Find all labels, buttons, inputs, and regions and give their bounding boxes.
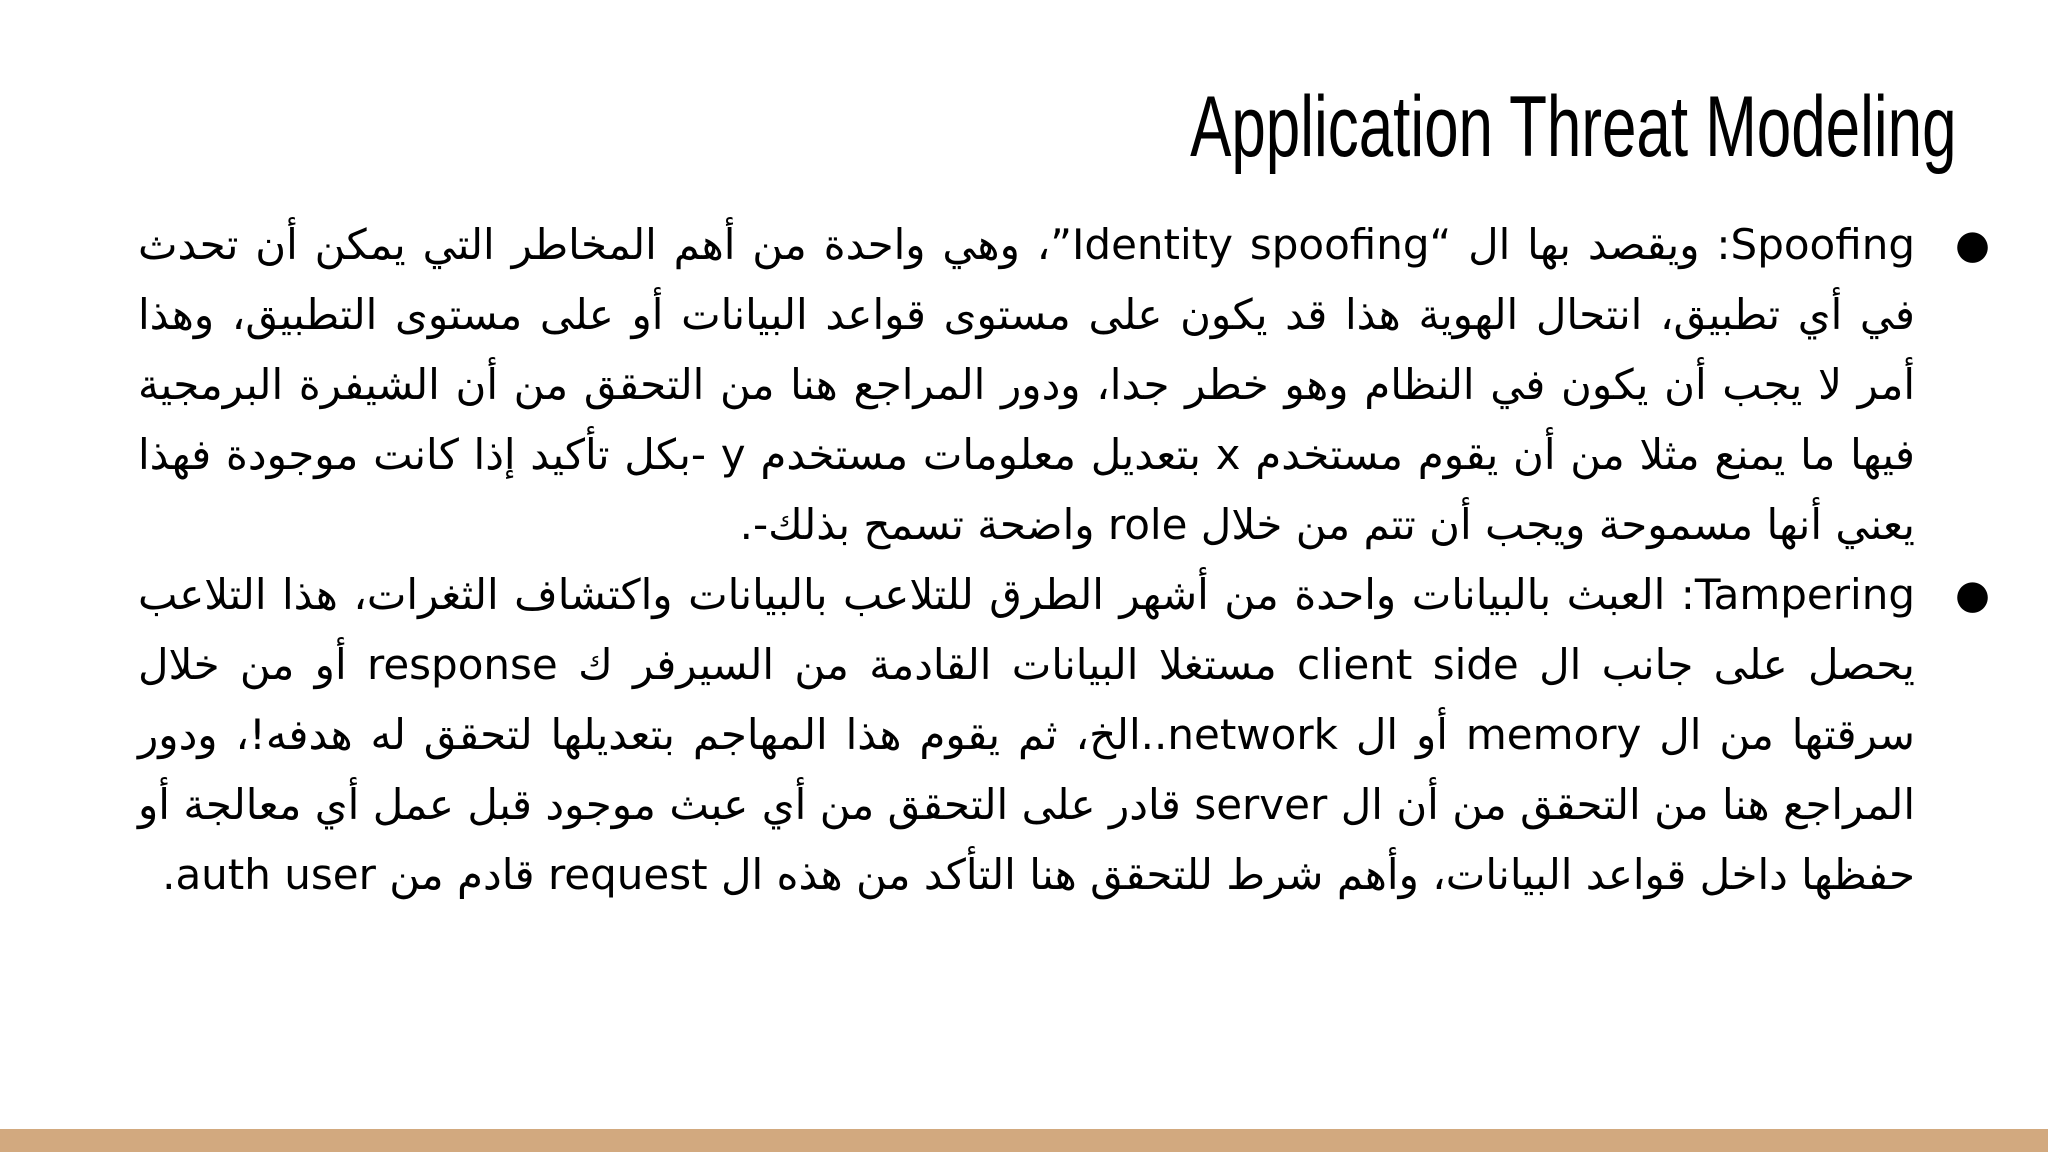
- bullet-dot-icon: ●: [1955, 572, 1990, 618]
- footer-accent-bar: [0, 1129, 2048, 1152]
- slide-title: Application Threat Modeling: [1190, 79, 1957, 175]
- bullet-list: [138, 210, 1990, 910]
- bullet-item-tampering: [138, 560, 1990, 910]
- bullet-item-spoofing: [138, 210, 1990, 560]
- bullet-text-spoofing: Spoofing: ويقصد بها ال “Identity spoofing”، وهي واحدة من أهم المخاطر التي يمكن أن تحدث في أي تطبيق، انتحال الهوية هذا قد يكون على مستوى قواعد البيانات أو على مستوى التطبيق، وهذا أمر لا يجب أن يكون في النظام وهو خطر جدا، ودور المراجع هنا من التحقق من أن الشيفرة البرمجية فيها ما يمنع مثلا من أن يقوم مستخدم x بتعديل معلومات مستخدم y -بكل تأكيد إذا كانت موجودة فهذا يعني أنها مسموحة ويجب أن تتم من خلال role واضحة تسمح بذلك-.: [138, 220, 1915, 549]
- bullet-dot-icon: ●: [1955, 222, 1990, 268]
- bullet-text-tampering: Tampering: العبث بالبيانات واحدة من أشهر الطرق للتلاعب بالبيانات واكتشاف الثغرات، هذا التلاعب يحصل على جانب ال client side مستغلا البيانات القادمة من السيرفر ك response أو من خلال سرقتها من ال memory أو ال network..الخ، ثم يقوم هذا المهاجم بتعديلها لتحقق له هدفه!، ودور المراجع هنا من التحقق من أن ال server قادر على التحقق من أي عبث موجود قبل عمل أي معالجة أو حفظها داخل قواعد البيانات، وأهم شرط للتحقق هنا التأكد من هذه ال request قادم من auth user.: [138, 570, 1915, 899]
